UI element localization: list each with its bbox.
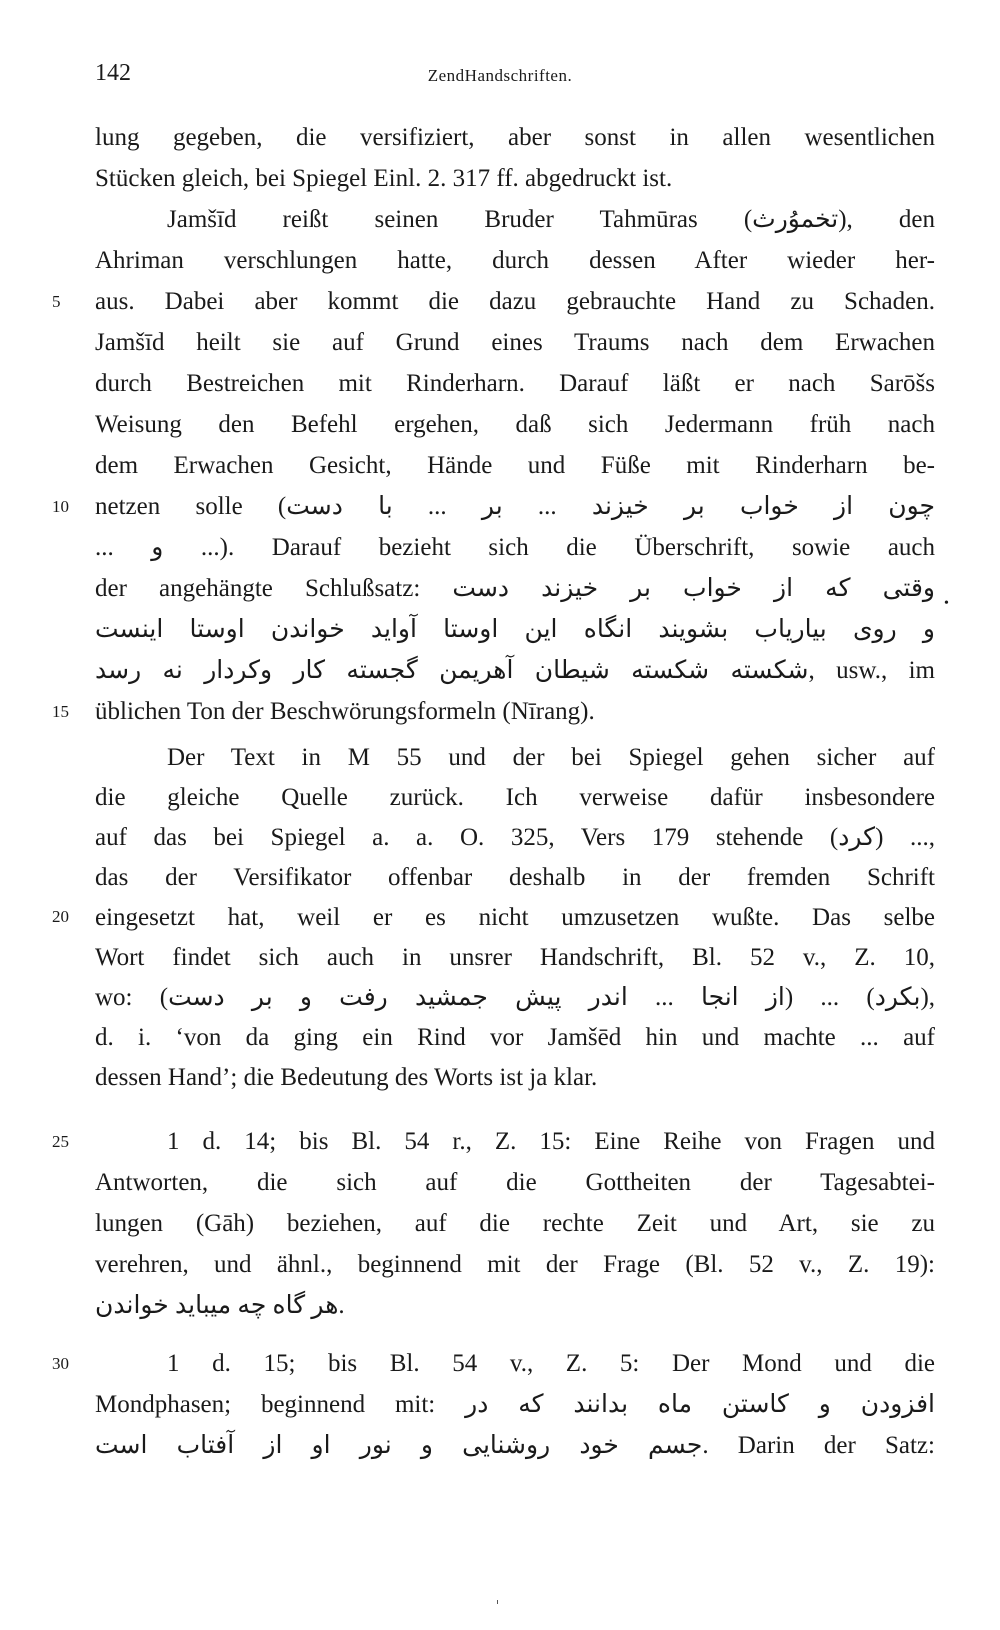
text-line: lung gegeben, die versifiziert, aber sonst in allen wesentlichen (95, 124, 935, 151)
running-title: ZendHandschriften. (427, 66, 573, 85)
text-line: Antworten, die sich auf die Gottheiten der Tagesabtei- (95, 1169, 935, 1196)
text-line: 1 d. 15; bis Bl. 54 v., Z. 5: Der Mond und die (167, 1350, 935, 1377)
text-line: auf das bei Spiegel a. a. O. 325, Vers 179 stehende (کرد) ..., (95, 824, 936, 851)
text-line: ... و ...). Darauf bezieht sich die Überschrift, sowie auch (95, 534, 936, 561)
text-line: durch Bestreichen mit Rinderharn. Darauf läßt er nach Sarōšs (95, 370, 935, 397)
text-line: verehren, und ähnl., beginnend mit der Frage (Bl. 52 v., Z. 19): (95, 1251, 935, 1278)
text-line: و روی بیاریاب بشویند انگاه این اوستا آواید خواندن اوستا اینست (95, 616, 935, 643)
text-line: Jamšīd heilt sie auf Grund eines Traums nach dem Erwachen (95, 329, 935, 356)
text-line: die gleiche Quelle zurück. Ich verweise dafür insbesondere (95, 784, 935, 811)
text-line: das der Versifikator offenbar deshalb in der fremden Schrift (95, 864, 935, 891)
text-line: شکسته شکسته شیطان آهریمن گجسته کار وکردار نه رسد, usw., im (95, 657, 935, 684)
line-number: 5 (52, 292, 61, 311)
text-line: Mondphasen; beginnend mit: افزودن و کاستن ماه بدانند که در (95, 1391, 935, 1418)
line-number: 25 (52, 1132, 69, 1151)
text-line: Ahriman verschlungen hatte, durch dessen After wieder her- (95, 247, 935, 274)
text-line: 1 d. 14; bis Bl. 54 r., Z. 15: Eine Reihe von Fragen und (167, 1128, 935, 1155)
text-line: dem Erwachen Gesicht, Hände und Füße mit Rinderharn be- (95, 452, 935, 479)
text-line: d. i. ‘von da ging ein Rind vor Jamšēd hin und machte ... auf (95, 1024, 935, 1051)
text-line: dessen Hand’; die Bedeutung des Worts ist ja klar. (95, 1064, 598, 1091)
text-line: Jamšīd reißt seinen Bruder Tahmūras (تخموُرث), den (167, 206, 936, 233)
text-line: Der Text in M 55 und der bei Spiegel gehen sicher auf (167, 744, 935, 771)
page-number: 142 (95, 60, 131, 86)
line-number: 10 (52, 497, 69, 516)
line-number: 15 (52, 702, 69, 721)
text-line: netzen solle (چون از خواب بر خیزند ... بر ... با دست (95, 493, 935, 520)
text-line: eingesetzt hat, weil er es nicht umzusetzen wußte. Das selbe (95, 904, 935, 931)
text-line: جسم خود روشنایی و نور او از آفتاب است. Darin der Satz: (95, 1432, 935, 1459)
text-line: üblichen Ton der Beschwörungsformeln (Nīrang). (95, 698, 595, 725)
text-line: Wort findet sich auch in unsrer Handschrift, Bl. 52 v., Z. 10, (95, 944, 935, 971)
text-line: Stücken gleich, bei Spiegel Einl. 2. 317 ff. abgedruckt ist. (95, 165, 673, 192)
bottom-tick-mark (497, 1600, 498, 1604)
text-line: Weisung den Befehl ergehen, daß sich Jedermann früh nach (95, 411, 935, 438)
text-line: der angehängte Schlußsatz: وقتی که از خواب بر خیزند دست (95, 575, 935, 602)
text-line: lungen (Gāh) beziehen, auf die rechte Zeit und Art, sie zu (95, 1210, 935, 1237)
line-number: 20 (52, 907, 69, 926)
text-line: wo: (از انجا ... اندر پیش جمشید رفت و بر دست) ... (بکرد), (95, 984, 936, 1011)
line-number: 30 (52, 1354, 69, 1373)
text-line: هر گاه چه میباید خواندن. (95, 1292, 345, 1319)
margin-dot: • (944, 596, 949, 611)
text-line: aus. Dabei aber kommt die dazu gebrauchte Hand zu Schaden. (95, 288, 935, 315)
